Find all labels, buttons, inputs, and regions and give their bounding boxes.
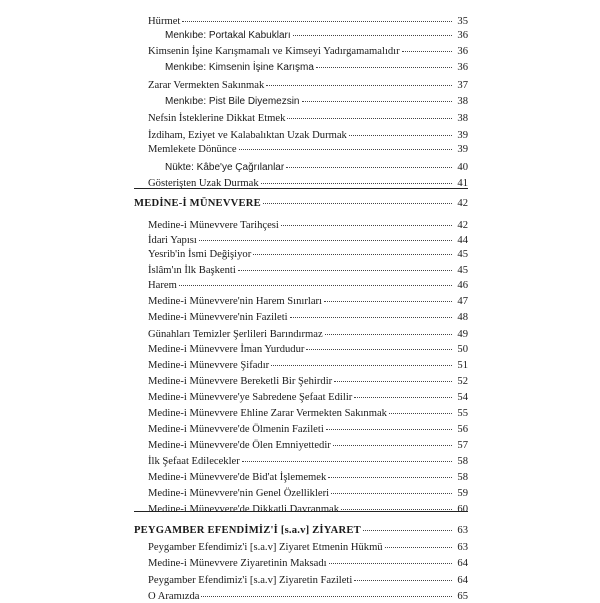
toc-entry — [148, 375, 468, 388]
toc-page-number: 38 — [457, 113, 468, 124]
toc-entry-title: Medine-i Münevvere'nin Fazileti — [148, 312, 288, 323]
toc-page-number: 42 — [457, 198, 468, 209]
toc-leader-dots — [306, 349, 452, 350]
toc-page-number: 42 — [457, 220, 468, 231]
toc-leader-dots — [328, 477, 452, 478]
toc-leader-dots — [363, 530, 452, 531]
toc-entry-title: Gösterişten Uzak Durmak — [148, 178, 259, 189]
toc-entry — [148, 295, 468, 308]
toc-entry-title: Memlekete Dönünce — [148, 144, 237, 155]
toc-page-number: 63 — [457, 542, 468, 553]
toc-page-number: 54 — [457, 392, 468, 403]
toc-leader-dots — [253, 254, 452, 255]
toc-entry-title: Nükte: Kâbe'ye Çağrılanlar — [165, 162, 285, 173]
toc-entry-title: İlk Şefaat Edilecekler — [148, 456, 240, 467]
toc-entry — [148, 328, 468, 341]
toc-entry — [148, 503, 468, 516]
toc-entry-title: Medine-i Münevvere Bereketli Bir Şehirdir — [148, 376, 333, 387]
toc-entry — [148, 590, 468, 603]
toc-entry — [148, 391, 468, 404]
toc-entry — [148, 439, 468, 452]
toc-leader-dots — [179, 285, 452, 286]
toc-entry — [148, 455, 468, 468]
toc-entry-title: Peygamber Efendimiz'i [s.a.v] Ziyaretin Fazileti — [148, 575, 353, 586]
toc-section-heading — [134, 524, 468, 537]
toc-page-number: 44 — [457, 235, 468, 246]
toc-page-number: 59 — [457, 488, 468, 499]
toc-entry-title: O Aramızda — [148, 591, 200, 602]
toc-page-number: 37 — [457, 80, 468, 91]
toc-entry-title: Medine-i Münevvere'de Bid'at İşlememek — [148, 472, 327, 483]
toc-page-number: 39 — [457, 130, 468, 141]
toc-entry-title: Medine-i Münevvere'ye Sabredene Şefaat Edilir — [148, 392, 353, 403]
toc-entry-title: Medine-i Münevvere İman Yurdudur — [148, 344, 305, 355]
toc-leader-dots — [316, 67, 452, 68]
toc-page-number: 36 — [457, 62, 468, 73]
toc-entry-title: Yesrib'in İsmi Değişiyor — [148, 249, 252, 260]
toc-leader-dots — [302, 101, 453, 102]
toc-leader-dots — [261, 183, 452, 184]
toc-entry — [148, 311, 468, 324]
toc-entry — [148, 343, 468, 356]
toc-leader-dots — [325, 334, 452, 335]
toc-page-number: 65 — [457, 591, 468, 602]
toc-page-number: 36 — [457, 46, 468, 57]
toc-entry — [148, 129, 468, 142]
toc-subentry — [165, 161, 468, 174]
toc-entry-title: İslâm'ın İlk Başkenti — [148, 265, 236, 276]
toc-entry-title: Medine-i Münevvere'de Ölmenin Fazileti — [148, 424, 324, 435]
toc-page-number: 64 — [457, 575, 468, 586]
toc-entry — [148, 541, 468, 554]
toc-leader-dots — [385, 547, 452, 548]
section-divider — [134, 188, 468, 189]
toc-entry — [148, 15, 468, 28]
toc-leader-dots — [290, 317, 452, 318]
toc-leader-dots — [354, 580, 452, 581]
toc-leader-dots — [182, 21, 452, 22]
toc-entry — [148, 359, 468, 372]
toc-entry-title: Menkıbe: Portakal Kabukları — [165, 30, 291, 41]
toc-leader-dots — [333, 445, 452, 446]
toc-entry-title: Medine-i Münevvere Ziyaretinin Maksadı — [148, 558, 327, 569]
toc-entry-title: Medine-i Münevvere Tarihçesi — [148, 220, 279, 231]
toc-entry — [148, 279, 468, 292]
toc-entry — [148, 557, 468, 570]
toc-entry-title: PEYGAMBER EFENDİMİZ'İ [s.a.v] ZİYARET — [134, 525, 361, 536]
toc-section-heading — [134, 197, 468, 210]
toc-leader-dots — [402, 51, 452, 52]
toc-page-number: 63 — [457, 525, 468, 536]
toc-page-number: 52 — [457, 376, 468, 387]
toc-entry-title: Medine-i Münevvere'de Ölen Emniyettedir — [148, 440, 331, 451]
toc-page-number: 41 — [457, 178, 468, 189]
toc-page-number: 57 — [457, 440, 468, 451]
toc-entry-title: Menkıbe: Pist Bile Diyemezsin — [165, 96, 300, 107]
toc-entry — [148, 487, 468, 500]
toc-entry-title: Medine-i Münevvere'nin Harem Sınırları — [148, 296, 323, 307]
toc-subentry — [165, 95, 468, 108]
toc-entry — [148, 423, 468, 436]
toc-page-number: 50 — [457, 344, 468, 355]
toc-leader-dots — [242, 461, 452, 462]
toc-entry-title: Medine-i Münevvere Şifadır — [148, 360, 270, 371]
toc-entry-title: Günahları Temizler Şerlileri Barındırmaz — [148, 329, 323, 340]
toc-page-number: 45 — [457, 265, 468, 276]
toc-leader-dots — [286, 167, 452, 168]
toc-entry-title: İzdiham, Eziyet ve Kalabalıktan Uzak Durmak — [148, 130, 347, 141]
toc-page-number: 35 — [457, 16, 468, 27]
toc-page-number: 38 — [457, 96, 468, 107]
toc-page-number: 51 — [457, 360, 468, 371]
toc-page-number: 40 — [457, 162, 468, 173]
toc-page-number: 46 — [457, 280, 468, 291]
toc-entry-title: Medine-i Münevvere'nin Genel Özellikleri — [148, 488, 330, 499]
toc-leader-dots — [331, 493, 452, 494]
toc-leader-dots — [354, 397, 452, 398]
toc-leader-dots — [263, 203, 452, 204]
toc-entry-title: Medine-i Münevvere Ehline Zarar Vermekten Sakınmak — [148, 408, 387, 419]
section-divider — [134, 511, 468, 512]
toc-leader-dots — [281, 225, 452, 226]
toc-page-number: 58 — [457, 472, 468, 483]
toc-subentry — [165, 29, 468, 42]
toc-leader-dots — [239, 149, 452, 150]
toc-entry — [148, 407, 468, 420]
toc-leader-dots — [238, 270, 452, 271]
toc-leader-dots — [199, 240, 452, 241]
toc-entry-title: MEDİNE-İ MÜNEVVERE — [134, 198, 261, 209]
toc-leader-dots — [329, 563, 452, 564]
toc-leader-dots — [266, 85, 452, 86]
toc-leader-dots — [334, 381, 452, 382]
toc-leader-dots — [349, 135, 452, 136]
toc-leader-dots — [271, 365, 452, 366]
toc-leader-dots — [326, 429, 452, 430]
toc-entry-title: Menkıbe: Kimsenin İşine Karışma — [165, 62, 314, 73]
toc-entry — [148, 574, 468, 587]
toc-leader-dots — [293, 35, 452, 36]
toc-entry — [148, 112, 468, 125]
toc-entry-title: Peygamber Efendimiz'i [s.a.v] Ziyaret Etmenin Hükmü — [148, 542, 383, 553]
toc-page-number: 45 — [457, 249, 468, 260]
toc-page-number: 56 — [457, 424, 468, 435]
toc-entry-title: İdari Yapısı — [148, 235, 197, 246]
toc-entry — [148, 264, 468, 277]
toc-leader-dots — [389, 413, 452, 414]
toc-leader-dots — [201, 596, 452, 597]
toc-entry — [148, 143, 468, 156]
toc-page-number: 47 — [457, 296, 468, 307]
toc-leader-dots — [287, 118, 452, 119]
toc-leader-dots — [341, 509, 452, 510]
toc-subentry — [165, 61, 468, 74]
toc-page-number: 60 — [457, 504, 468, 515]
toc-entry — [148, 234, 468, 247]
toc-page-number: 64 — [457, 558, 468, 569]
toc-entry-title: Nefsin İsteklerine Dikkat Etmek — [148, 113, 286, 124]
toc-page-number: 49 — [457, 329, 468, 340]
toc-entry — [148, 219, 468, 232]
toc-page-number: 55 — [457, 408, 468, 419]
toc-entry — [148, 45, 468, 58]
toc-entry — [148, 471, 468, 484]
toc-page-number: 48 — [457, 312, 468, 323]
toc-page-number: 36 — [457, 30, 468, 41]
toc-entry-title: Hürmet — [148, 16, 181, 27]
toc-entry — [148, 79, 468, 92]
toc-page-number: 39 — [457, 144, 468, 155]
toc-page-number: 58 — [457, 456, 468, 467]
toc-entry — [148, 248, 468, 261]
toc-entry-title: Medine-i Münevvere'de Dikkatli Davranmak — [148, 504, 340, 515]
toc-entry-title: Zarar Vermekten Sakınmak — [148, 80, 265, 91]
toc-entry-title: Kimsenin İşine Karışmamalı ve Kimseyi Yadırgamamalıdır — [148, 46, 400, 57]
toc-entry-title: Harem — [148, 280, 177, 291]
toc-leader-dots — [324, 301, 452, 302]
